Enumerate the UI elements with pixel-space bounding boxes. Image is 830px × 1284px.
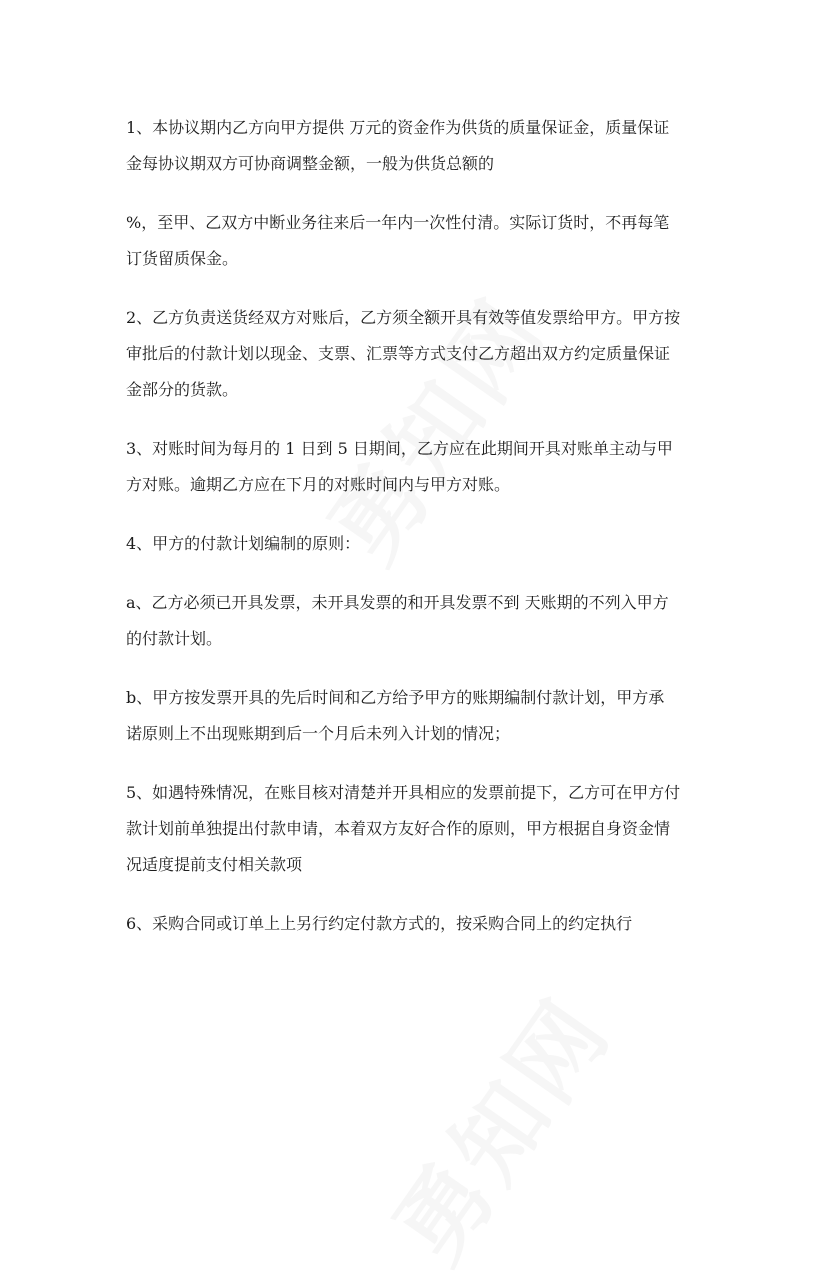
paragraph	[126, 431, 706, 503]
document-body	[126, 110, 706, 965]
text-line: 4、甲方的付款计划编制的原则：	[126, 534, 361, 553]
paragraph	[126, 775, 706, 883]
text-line: 金部分的货款。	[126, 380, 239, 399]
text-line: 1、本协议期内乙方向甲方提供 万元的资金作为供货的质量保证金，质量保证	[126, 118, 670, 137]
paragraph	[126, 680, 706, 752]
paragraph	[126, 205, 706, 277]
paragraph	[126, 906, 706, 942]
text-line: b、甲方按发票开具的先后时间和乙方给予甲方的账期编制付款计划，甲方承	[126, 688, 665, 707]
watermark	[359, 968, 636, 1284]
paragraph	[126, 300, 706, 408]
paragraph	[126, 526, 706, 562]
text-line: a、乙方必须已开具发票，未开具发票的和开具发票不到 天账期的不列入甲方	[126, 593, 669, 612]
text-line: 方对账。逾期乙方应在下月的对账时间内与甲方对账。	[126, 475, 511, 494]
text-line: 订货留质保金。	[126, 249, 239, 268]
text-line: 3、对账时间为每月的 1 日到 5 日期间，乙方应在此期间开具对账单主动与甲	[126, 439, 673, 458]
paragraph	[126, 585, 706, 657]
paragraph	[126, 110, 706, 182]
text-line: 诺原则上不出现账期到后一个月后未列入计划的情况；	[126, 724, 511, 743]
text-line: 况适度提前支付相关款项	[126, 855, 303, 874]
text-line: %，至甲、乙双方中断业务往来后一年内一次性付清。实际订货时，不再每笔	[126, 213, 670, 232]
text-line: 2、乙方负责送货经双方对账后，乙方须全额开具有效等值发票给甲方。甲方按	[126, 308, 681, 327]
text-line: 金每协议期双方可协商调整金额，一般为供货总额的	[126, 154, 495, 173]
text-line: 审批后的付款计划以现金、支票、汇票等方式支付乙方超出双方约定质量保证	[126, 344, 671, 363]
text-line: 6、采购合同或订单上上另行约定付款方式的，按采购合同上的约定执行	[126, 914, 633, 933]
text-line: 的付款计划。	[126, 629, 223, 648]
text-line: 款计划前单独提出付款申请，本着双方友好合作的原则，甲方根据自身资金情	[126, 819, 671, 838]
text-line: 5、如遇特殊情况，在账目核对清楚并开具相应的发票前提下，乙方可在甲方付	[126, 783, 681, 802]
